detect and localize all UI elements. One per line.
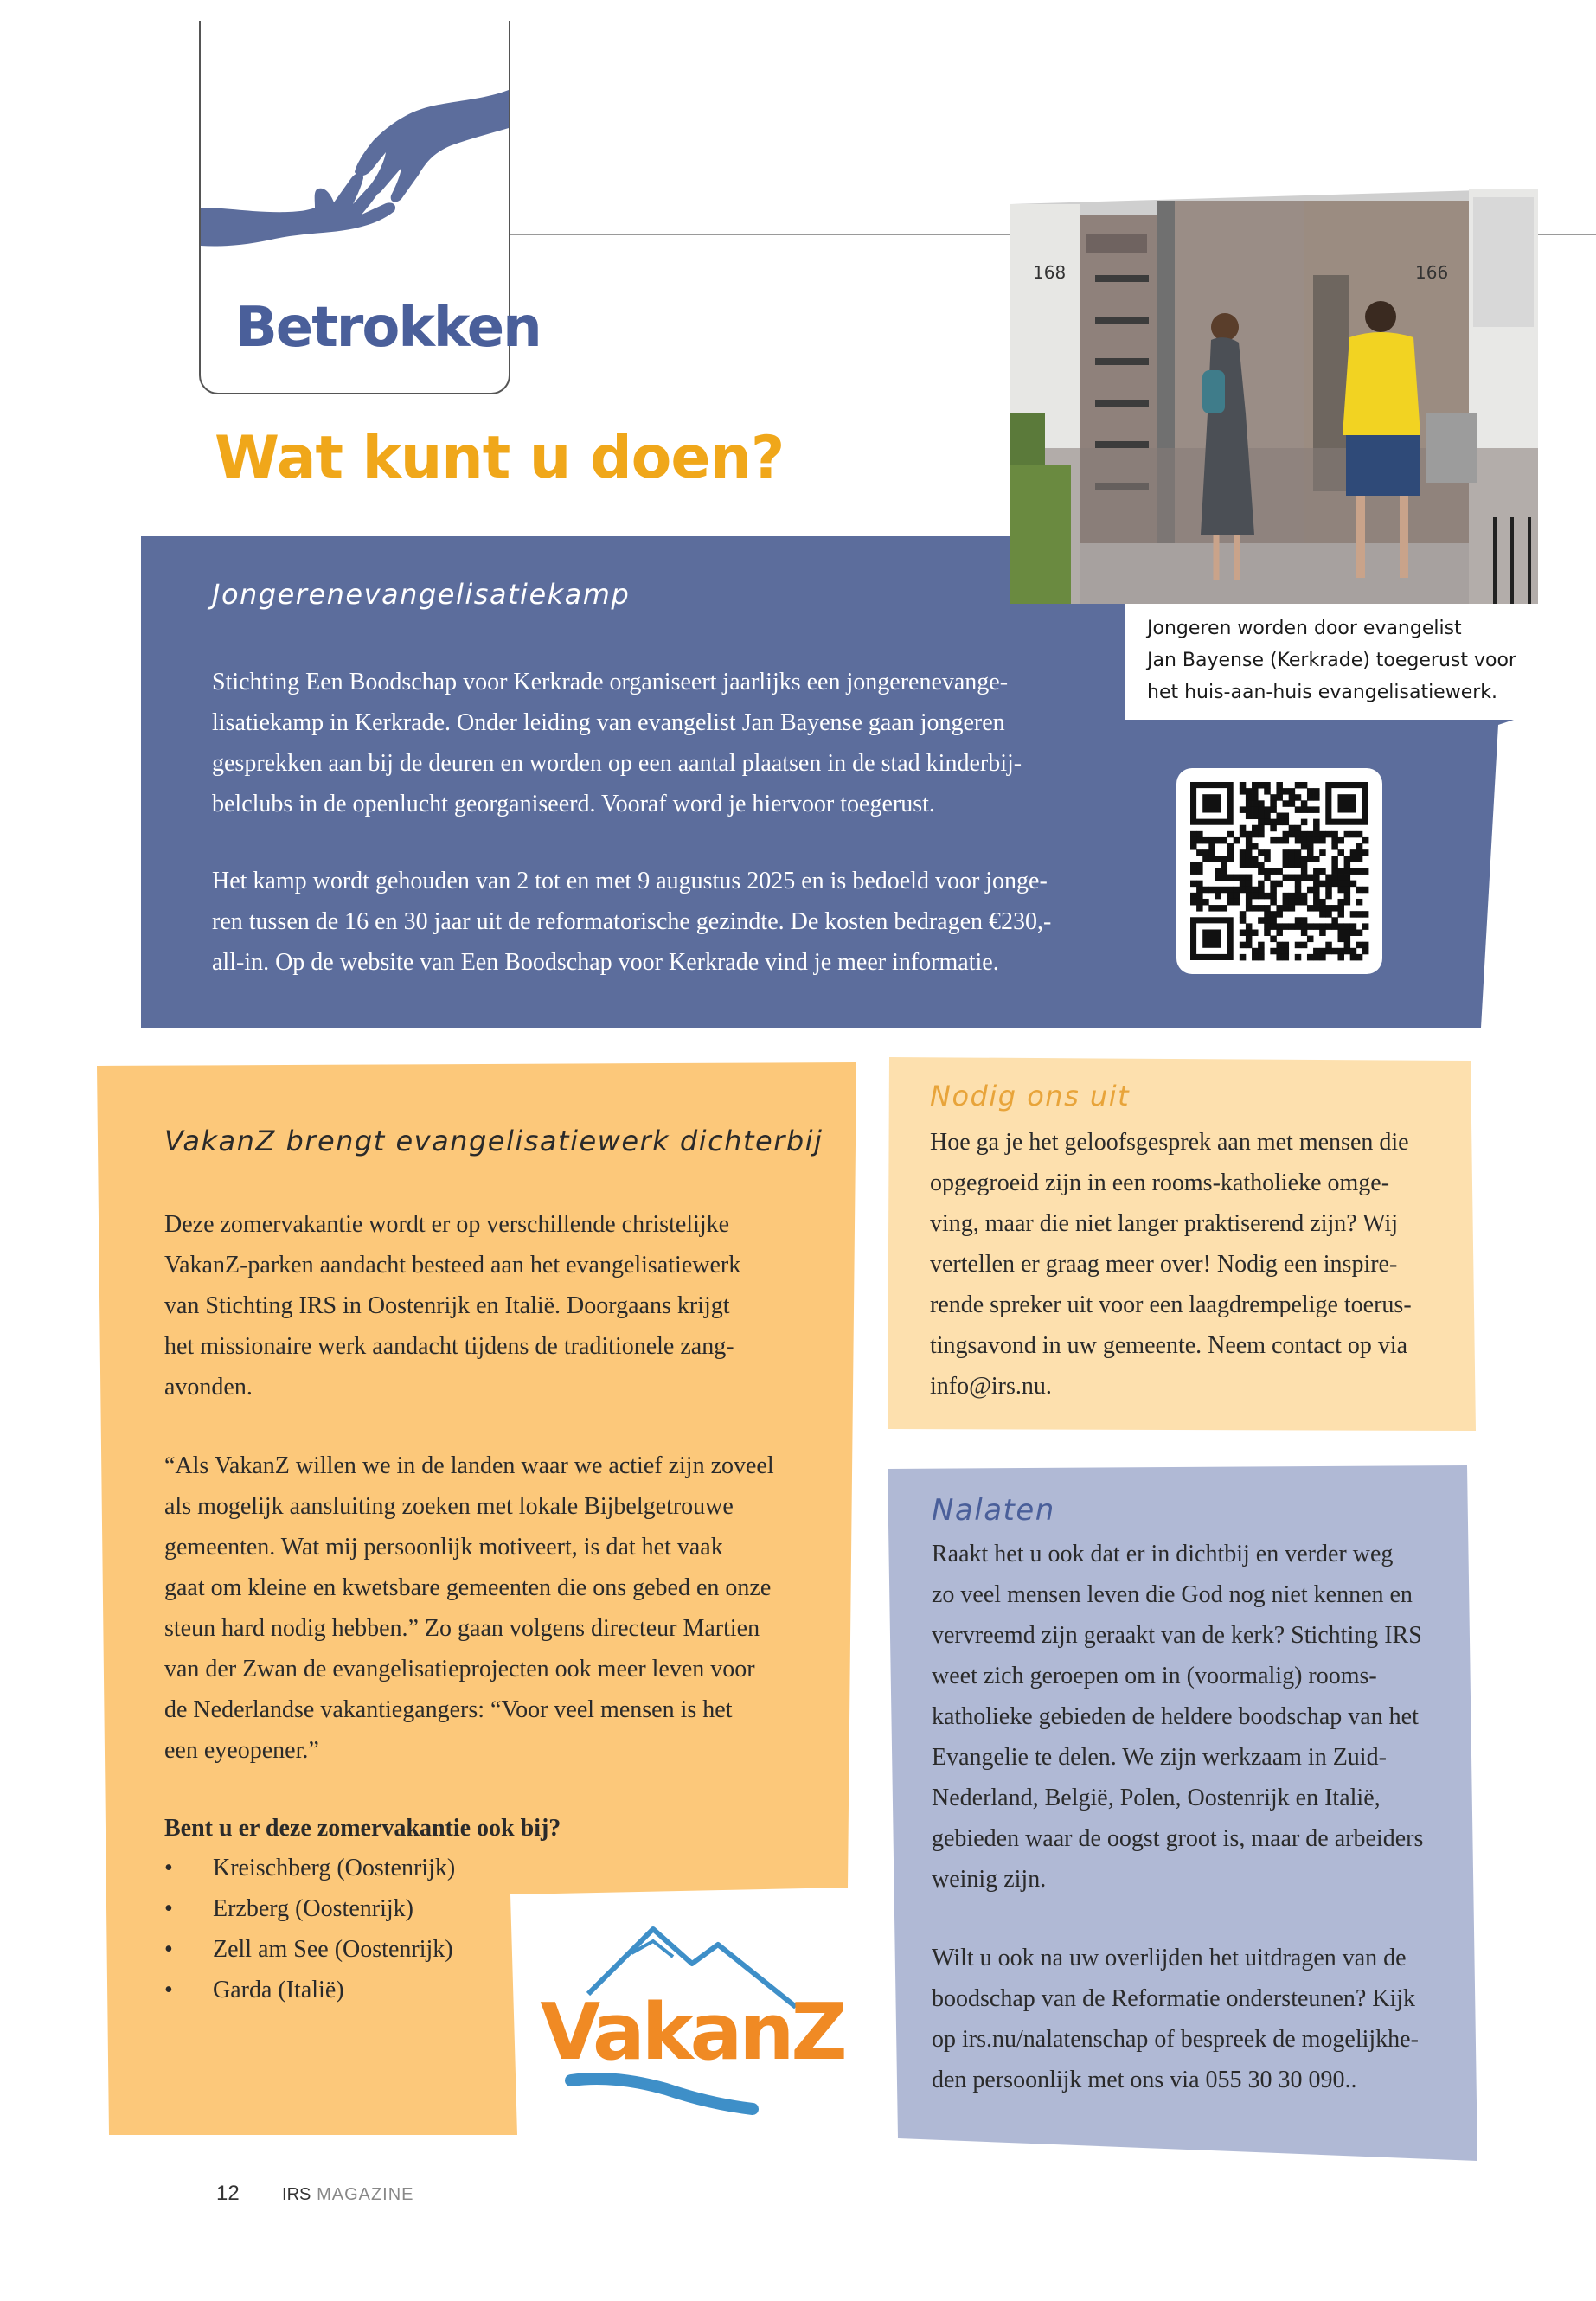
text-line: gemeenten. Wat mij persoonlijk motiveert, is dat het vaak <box>164 1534 723 1561</box>
house-number-166: 166 <box>1415 262 1449 283</box>
caption-line: Jongeren worden door evangelist <box>1147 618 1462 639</box>
nalaten-heading: Nalaten <box>932 1493 1055 1528</box>
text-line: gesprekken aan bij de deuren en worden op een aantal plaatsen in de stad kinderbij- <box>212 750 1022 777</box>
text-line: boodschap van de Reformatie ondersteunen? Kijk <box>932 1985 1416 2012</box>
photo-caption <box>1147 612 1528 708</box>
text-line: weet zich geroepen om in (voormalig) rooms- <box>932 1663 1377 1689</box>
text-line: all-in. Op de website van Een Boodschap voor Kerkrade vind je meer informatie. <box>212 949 999 976</box>
caption-line: het huis-aan-huis evangelisatiewerk. <box>1147 682 1498 703</box>
kamp-heading: Jongerenevangelisatiekamp <box>212 578 631 611</box>
vakanz-logo-text: VakanZ <box>540 1987 844 2078</box>
qr-code-pattern <box>1190 782 1368 960</box>
text-line: belclubs in de openlucht georganiseerd. Vooraf word je hiervoor toegerust. <box>212 791 935 817</box>
text-line: “Als VakanZ willen we in de landen waar we actief zijn zoveel <box>164 1452 774 1479</box>
footer-magazine: MAGAZINE <box>317 2185 414 2204</box>
text-line: Nederland, België, Polen, Oostenrijk en Italië, <box>932 1785 1381 1811</box>
list-item: • Garda (Italië) <box>164 1970 528 2010</box>
text-line: van Stichting IRS in Oostenrijk en Italië. Doorgaans krijgt <box>164 1292 730 1319</box>
text-line: gaat om kleine en kwetsbare gemeenten die ons gebed en onze <box>164 1574 772 1601</box>
text-line: den persoonlijk met ons via 055 30 30 090.. <box>932 2067 1357 2093</box>
vakanz-paragraph-2 <box>164 1445 839 1771</box>
text-line: Het kamp wordt gehouden van 2 tot en met 9 augustus 2025 en is bedoeld voor jonge- <box>212 868 1048 894</box>
text-line: Stichting Een Boodschap voor Kerkrade organiseert jaarlijks een jongerenevange- <box>212 669 1009 695</box>
vakanz-heading: VakanZ brengt evangelisatiewerk dichterbij <box>164 1125 824 1157</box>
qr-code[interactable] <box>1176 768 1382 974</box>
text-line: katholieke gebieden de heldere boodschap van het <box>932 1703 1419 1730</box>
text-line: zo veel mensen leven die God nog niet kennen en <box>932 1581 1413 1608</box>
text-line: VakanZ-parken aandacht besteed aan het evangelisatiewerk <box>164 1252 741 1279</box>
text-line: rende spreker uit voor een laagdrempelige toerus- <box>930 1292 1412 1318</box>
vakanz-logo <box>540 1912 844 2119</box>
text-line: Raakt het u ook dat er in dichtbij en verder weg <box>932 1541 1394 1567</box>
text-line: Hoe ga je het geloofsgesprek aan met mensen die <box>930 1129 1409 1156</box>
page-number: 12 <box>216 2182 240 2205</box>
photo-caption-box <box>1125 606 1514 720</box>
vakanz-locations-list <box>164 1848 528 2010</box>
text-line: info@irs.nu. <box>930 1373 1052 1400</box>
text-line: gebieden waar de oogst groot is, maar de arbeiders <box>932 1825 1424 1852</box>
nalaten-paragraph-1 <box>932 1534 1468 1900</box>
page-title: Wat kunt u doen? <box>215 424 785 492</box>
evangelists-at-door-photo <box>1010 189 1538 604</box>
text-line: ren tussen de 16 en 30 jaar uit de reformatorische gezindte. De kosten bedragen €230,- <box>212 908 1052 935</box>
text-line: als mogelijk aansluiting zoeken met lokale Bijbelgetrouwe <box>164 1493 734 1520</box>
list-item: • Erzberg (Oostenrijk) <box>164 1888 528 1929</box>
kamp-paragraph-2 <box>212 861 1077 983</box>
nodig-heading: Nodig ons uit <box>930 1080 1131 1112</box>
list-item: • Kreischberg (Oostenrijk) <box>164 1848 528 1888</box>
text-line: ving, maar die niet langer praktiserend zijn? Wij <box>930 1210 1399 1237</box>
nalaten-paragraph-2 <box>932 1938 1468 2100</box>
kamp-paragraph-1 <box>212 662 1077 824</box>
text-line: het missionaire werk aandacht tijdens de traditionele zang- <box>164 1333 734 1360</box>
text-line: Wilt u ook na uw overlijden het uitdragen van de <box>932 1945 1407 1971</box>
text-line: opgegroeid zijn in een rooms-katholieke omge- <box>930 1170 1390 1196</box>
text-line: op irs.nu/nalatenschap of bespreek de mogelijkhe- <box>932 2026 1419 2053</box>
text-line: Evangelie te delen. We zijn werkzaam in Zuid- <box>932 1744 1387 1771</box>
house-number-168: 168 <box>1033 262 1067 283</box>
text-line: een eyeopener.” <box>164 1737 319 1764</box>
vakanz-question: Bent u er deze zomervakantie ook bij? <box>164 1815 561 1842</box>
list-item: • Zell am See (Oostenrijk) <box>164 1929 528 1970</box>
text-line: lisatiekamp in Kerkrade. Onder leiding van evangelist Jan Bayense gaan jongeren <box>212 709 1005 736</box>
text-line: weinig zijn. <box>932 1866 1047 1893</box>
text-line: van der Zwan de evangelisatieprojecten ook meer leven voor <box>164 1656 755 1682</box>
page-footer <box>216 2182 414 2206</box>
nodig-paragraph <box>930 1122 1466 1407</box>
caption-line: Jan Bayense (Kerkrade) toegerust voor <box>1147 650 1516 671</box>
text-line: vervreemd zijn geraakt van de kerk? Stichting IRS <box>932 1622 1422 1649</box>
footer-brand: IRS <box>282 2185 311 2204</box>
vakanz-paragraph-1 <box>164 1204 839 1407</box>
section-label: Betrokken <box>235 296 541 360</box>
text-line: de Nederlandse vakantiegangers: “Voor veel mensen is het <box>164 1696 733 1723</box>
text-line: avonden. <box>164 1374 253 1400</box>
text-line: tingsavond in uw gemeente. Neem contact op via <box>930 1332 1408 1359</box>
text-line: vertellen er graag meer over! Nodig een inspire- <box>930 1251 1398 1278</box>
text-line: steun hard nodig hebben.” Zo gaan volgens directeur Martien <box>164 1615 760 1642</box>
text-line: Deze zomervakantie wordt er op verschillende christelijke <box>164 1211 730 1238</box>
